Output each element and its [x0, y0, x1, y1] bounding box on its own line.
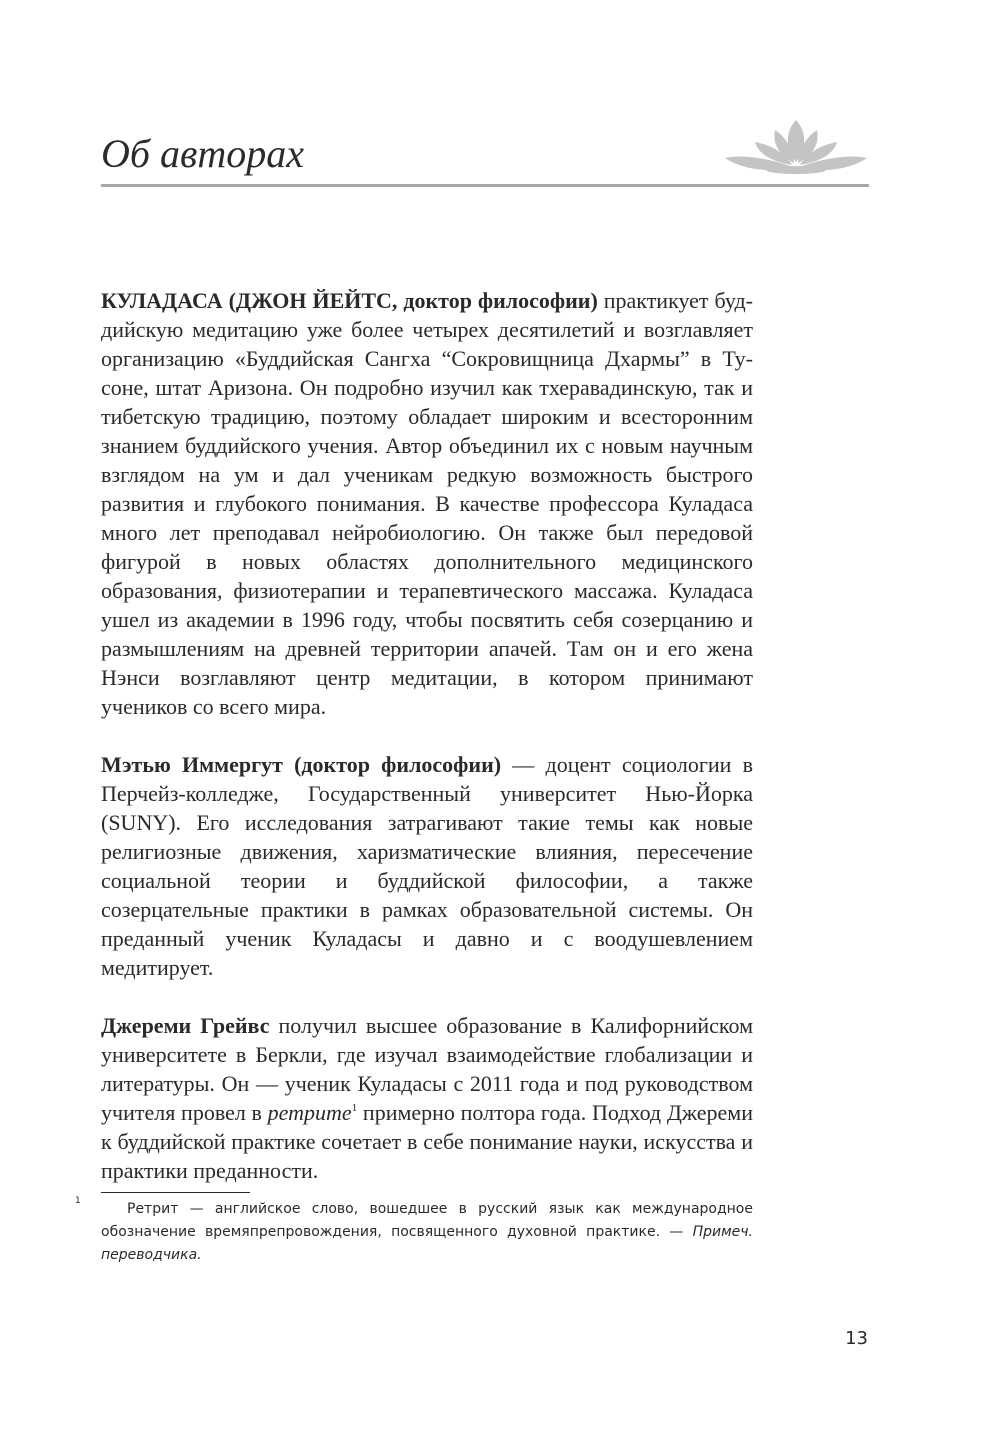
page-number: 13 — [845, 1328, 868, 1349]
author-bio-text: практикует буддийскую медитацию уже более четырех десятилетий и возглавляет организацию «Буддийская Сангха “Сокровищница Дхармы” в Тусоне, штат Аризона. Он подробно изучил как тхеравадинскую, так и тибетскую традицию, поэтому обладает широким и всесторонним знанием буддийского учения. Автор объединил их с новым научным взглядом на ум и дал ученикам редкую возможность быстрого развития и глубокого понимания. В качестве профессора Куладаса много лет преподавал нейробиологию. Он также был передовой фигурой в новых областях дополнительного медицинского образования, физиотерапии и терапевтического массажа. Куладаса ушел из академии в 1996 году, чтобы посвятить себя созерцанию и размышлениям на древней территории апачей. Там он и его жена Нэнси возглавляют центр медитации, в котором принимают учеников со всего мира. — [101, 288, 753, 719]
author-bio-kuladasa — [101, 286, 753, 721]
page-title: Об авторах — [101, 131, 305, 176]
translator-note: Примеч. переводчика. — [101, 1224, 753, 1263]
authors-section — [101, 286, 753, 1185]
author-bio-text: примерно полтора года. Подход Джереми к буддийской практике сочетает в себе понимание науки, искусства и практики преданности. — [101, 1100, 753, 1183]
title-divider — [101, 184, 869, 187]
retreat-term: ретрите — [267, 1100, 352, 1125]
author-bio-immergut — [101, 750, 753, 982]
footnote — [75, 1196, 753, 1267]
author-bio-graves — [101, 1011, 753, 1185]
lotus-icon — [723, 118, 869, 176]
footnote-mark: 1 — [75, 1196, 81, 1206]
author-name: Джереми Грейвс — [101, 1013, 270, 1038]
author-bio-text: — доцент социологии в Перчейз-колледже, Государственный университет Нью-Йорка (SUNY). Его исследования затрагивают такие темы как новые религиозные движения, харизматические влияния, пересечение социальной теории и буддийской философии, а также созерцательные практики в рамках образовательной системы. Он преданный ученик Куладасы и давно и с воодушевлением медитирует. — [101, 752, 754, 980]
page-header — [101, 118, 869, 188]
author-name: КУЛАДАСА (ДЖОН ЙЕЙТС, доктор философии) — [101, 288, 598, 313]
author-bio-text: получил высшее образование в Калифорнийском университете в Беркли, где изучал взаимодействие глобализации и литературы. Он — ученик Куладасы с 2011 года и под руководством учителя провел в — [101, 1013, 753, 1125]
footnote-reference[interactable]: 1 — [351, 1102, 358, 1114]
footnote-text: Ретрит — английское слово, вошедшее в русский язык как международное обозначение времяпрепровождения, посвященного духовной практике. — — [101, 1201, 753, 1240]
author-name: Мэтью Иммергут (доктор философии) — [101, 752, 502, 777]
footnote-divider — [101, 1192, 250, 1193]
footnotes — [75, 1192, 753, 1267]
